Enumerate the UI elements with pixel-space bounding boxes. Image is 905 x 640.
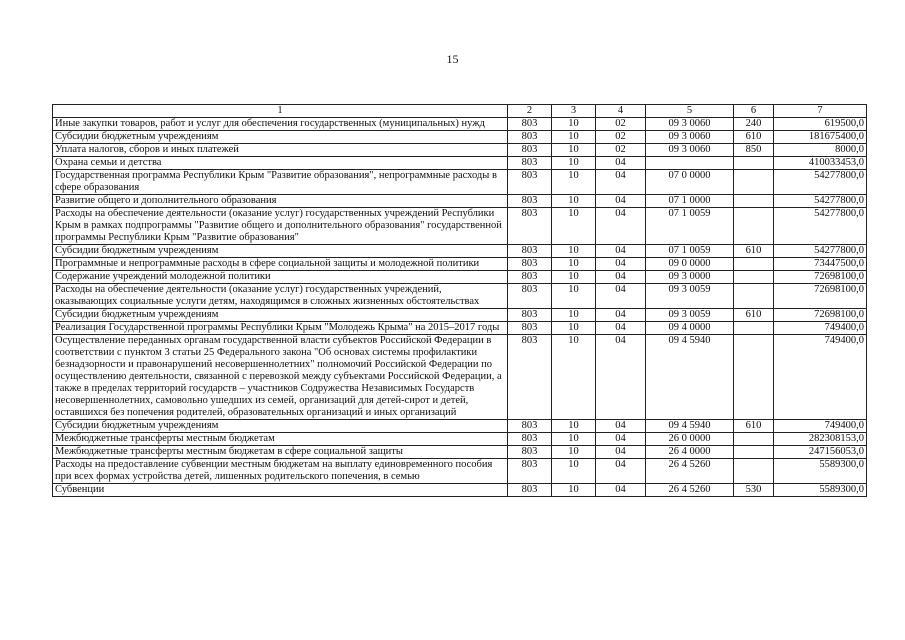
row-name: Уплата налогов, сборов и иных платежей: [53, 144, 508, 157]
table-row: [53, 144, 867, 157]
header-col-2: 2: [508, 105, 552, 118]
row-amount: 749400,0: [774, 322, 867, 335]
row-amount: 5589300,0: [774, 459, 867, 484]
row-expense-type: 850: [734, 144, 774, 157]
table-header-row: [53, 105, 867, 118]
header-col-4: 4: [596, 105, 646, 118]
row-admin-code: 803: [508, 335, 552, 420]
row-target-article: 09 0 0000: [646, 258, 734, 271]
row-expense-type: [734, 170, 774, 195]
row-name: Межбюджетные трансферты местным бюджетам: [53, 433, 508, 446]
row-admin-code: 803: [508, 208, 552, 245]
row-name: Развитие общего и дополнительного образования: [53, 195, 508, 208]
row-name: Субсидии бюджетным учреждениям: [53, 420, 508, 433]
row-section: 10: [552, 459, 596, 484]
row-subsection: 04: [596, 433, 646, 446]
row-amount: 181675400,0: [774, 131, 867, 144]
row-name: Реализация Государственной программы Республики Крым "Молодежь Крыма" на 2015–2017 годы: [53, 322, 508, 335]
table-row: [53, 118, 867, 131]
row-section: 10: [552, 245, 596, 258]
row-section: 10: [552, 309, 596, 322]
row-expense-type: [734, 195, 774, 208]
row-amount: 749400,0: [774, 335, 867, 420]
table-row: [53, 309, 867, 322]
row-amount: 247156053,0: [774, 446, 867, 459]
row-section: 10: [552, 131, 596, 144]
row-target-article: 09 3 0060: [646, 118, 734, 131]
row-target-article: 07 1 0059: [646, 245, 734, 258]
table-row: [53, 245, 867, 258]
row-expense-type: [734, 335, 774, 420]
table-row: [53, 433, 867, 446]
row-section: 10: [552, 446, 596, 459]
row-name: Программные и непрограммные расходы в сфере социальной защиты и молодежной политики: [53, 258, 508, 271]
row-subsection: 04: [596, 195, 646, 208]
row-subsection: 04: [596, 208, 646, 245]
row-amount: 54277800,0: [774, 245, 867, 258]
row-amount: 8000,0: [774, 144, 867, 157]
row-target-article: 26 4 5260: [646, 484, 734, 497]
row-amount: 54277800,0: [774, 170, 867, 195]
row-expense-type: 610: [734, 245, 774, 258]
row-section: 10: [552, 335, 596, 420]
row-section: 10: [552, 258, 596, 271]
row-name: Субсидии бюджетным учреждениям: [53, 309, 508, 322]
row-name: Субсидии бюджетным учреждениям: [53, 245, 508, 258]
row-target-article: 09 3 0060: [646, 144, 734, 157]
row-subsection: 04: [596, 271, 646, 284]
row-name: Осуществление переданных органам государственной власти субъектов Российской Федерации в соответствии с пунктом 3 статьи 25 Федерального закона "Об основах системы профилактики безнадзорности и правонарушений несовершеннолетних" полномочий Российской Федерации по осуществлению деятельности, связанной с перевозкой между субъектами Российской Федерации, а также в пределах территорий государств – участников Содружества Независимых Государств несовершеннолетних, самовольно ушедших из семей, организаций для детей-сирот и детей, оставшихся без попечения родителей, образовательных организаций и иных организаций: [53, 335, 508, 420]
row-section: 10: [552, 195, 596, 208]
row-name: Расходы на обеспечение деятельности (оказание услуг) государственных учреждений, оказывающих социальные услуги детям, находящимся в сложных жизненных обстоятельствах: [53, 284, 508, 309]
row-admin-code: 803: [508, 170, 552, 195]
row-target-article: 07 1 0059: [646, 208, 734, 245]
table-row: [53, 131, 867, 144]
row-name: Расходы на предоставление субвенции местным бюджетам на выплату единовременного пособия при всех формах устройства детей, лишенных родительского попечения, в семью: [53, 459, 508, 484]
row-section: 10: [552, 322, 596, 335]
row-admin-code: 803: [508, 446, 552, 459]
row-expense-type: 610: [734, 420, 774, 433]
page-number: 15: [446, 52, 459, 66]
row-expense-type: [734, 433, 774, 446]
row-section: 10: [552, 284, 596, 309]
budget-table: [52, 104, 867, 497]
row-subsection: 04: [596, 335, 646, 420]
row-subsection: 04: [596, 459, 646, 484]
row-target-article: 26 4 5260: [646, 459, 734, 484]
row-amount: 5589300,0: [774, 484, 867, 497]
row-admin-code: 803: [508, 118, 552, 131]
row-target-article: 09 4 5940: [646, 335, 734, 420]
row-section: 10: [552, 208, 596, 245]
header-col-7: 7: [774, 105, 867, 118]
table-row: [53, 446, 867, 459]
table-row: [53, 208, 867, 245]
row-subsection: 02: [596, 118, 646, 131]
row-section: 10: [552, 170, 596, 195]
row-section: 10: [552, 271, 596, 284]
row-admin-code: 803: [508, 144, 552, 157]
row-subsection: 02: [596, 144, 646, 157]
row-section: 10: [552, 484, 596, 497]
row-name: Охрана семьи и детства: [53, 157, 508, 170]
row-amount: 749400,0: [774, 420, 867, 433]
row-admin-code: 803: [508, 258, 552, 271]
row-target-article: 07 1 0000: [646, 195, 734, 208]
row-section: 10: [552, 433, 596, 446]
row-subsection: 04: [596, 309, 646, 322]
table-row: [53, 459, 867, 484]
row-expense-type: 240: [734, 118, 774, 131]
row-expense-type: [734, 446, 774, 459]
table-row: [53, 170, 867, 195]
table-row: [53, 335, 867, 420]
row-admin-code: 803: [508, 433, 552, 446]
row-expense-type: [734, 157, 774, 170]
row-target-article: 09 3 0059: [646, 284, 734, 309]
table-row: [53, 484, 867, 497]
row-name: Расходы на обеспечение деятельности (оказание услуг) государственных учреждений Республики Крым в рамках подпрограммы "Развитие общего и дополнительного образования" государственной программы Республики Крым "Развитие образования": [53, 208, 508, 245]
row-admin-code: 803: [508, 131, 552, 144]
row-subsection: 04: [596, 446, 646, 459]
row-amount: 54277800,0: [774, 208, 867, 245]
header-col-6: 6: [734, 105, 774, 118]
row-subsection: 04: [596, 484, 646, 497]
row-subsection: 04: [596, 322, 646, 335]
row-subsection: 04: [596, 284, 646, 309]
row-amount: 72698100,0: [774, 271, 867, 284]
row-section: 10: [552, 118, 596, 131]
row-admin-code: 803: [508, 157, 552, 170]
row-name: Содержание учреждений молодежной политики: [53, 271, 508, 284]
row-name: Субвенции: [53, 484, 508, 497]
row-admin-code: 803: [508, 459, 552, 484]
row-subsection: 04: [596, 420, 646, 433]
row-admin-code: 803: [508, 195, 552, 208]
row-expense-type: 530: [734, 484, 774, 497]
row-admin-code: 803: [508, 484, 552, 497]
header-col-3: 3: [552, 105, 596, 118]
row-expense-type: [734, 284, 774, 309]
row-amount: 282308153,0: [774, 433, 867, 446]
table-row: [53, 284, 867, 309]
row-amount: 72698100,0: [774, 284, 867, 309]
row-amount: 72698100,0: [774, 309, 867, 322]
row-target-article: 09 4 0000: [646, 322, 734, 335]
row-section: 10: [552, 420, 596, 433]
header-col-1: 1: [53, 105, 508, 118]
header-col-5: 5: [646, 105, 734, 118]
row-amount: 54277800,0: [774, 195, 867, 208]
row-expense-type: [734, 459, 774, 484]
table-row: [53, 322, 867, 335]
row-name: Государственная программа Республики Крым "Развитие образования", непрограммные расходы в сфере образования: [53, 170, 508, 195]
row-target-article: 26 4 0000: [646, 446, 734, 459]
row-admin-code: 803: [508, 284, 552, 309]
row-target-article: 09 3 0060: [646, 131, 734, 144]
row-subsection: 04: [596, 157, 646, 170]
table-row: [53, 195, 867, 208]
row-name: Межбюджетные трансферты местным бюджетам в сфере социальной защиты: [53, 446, 508, 459]
row-target-article: [646, 157, 734, 170]
row-target-article: 07 0 0000: [646, 170, 734, 195]
row-admin-code: 803: [508, 420, 552, 433]
row-target-article: 09 4 5940: [646, 420, 734, 433]
row-expense-type: [734, 271, 774, 284]
row-admin-code: 803: [508, 309, 552, 322]
row-admin-code: 803: [508, 322, 552, 335]
row-target-article: 09 3 0059: [646, 309, 734, 322]
row-section: 10: [552, 144, 596, 157]
row-section: 10: [552, 157, 596, 170]
table-row: [53, 420, 867, 433]
row-subsection: 02: [596, 131, 646, 144]
table-row: [53, 157, 867, 170]
table-row: [53, 271, 867, 284]
row-target-article: 09 3 0000: [646, 271, 734, 284]
row-subsection: 04: [596, 170, 646, 195]
row-subsection: 04: [596, 258, 646, 271]
row-expense-type: 610: [734, 309, 774, 322]
row-expense-type: [734, 258, 774, 271]
row-name: Субсидии бюджетным учреждениям: [53, 131, 508, 144]
row-target-article: 26 0 0000: [646, 433, 734, 446]
row-subsection: 04: [596, 245, 646, 258]
row-expense-type: 610: [734, 131, 774, 144]
row-amount: 619500,0: [774, 118, 867, 131]
row-admin-code: 803: [508, 245, 552, 258]
table-row: [53, 258, 867, 271]
row-name: Иные закупки товаров, работ и услуг для обеспечения государственных (муниципальных) нужд: [53, 118, 508, 131]
row-amount: 410033453,0: [774, 157, 867, 170]
row-expense-type: [734, 208, 774, 245]
row-amount: 73447500,0: [774, 258, 867, 271]
row-expense-type: [734, 322, 774, 335]
row-admin-code: 803: [508, 271, 552, 284]
